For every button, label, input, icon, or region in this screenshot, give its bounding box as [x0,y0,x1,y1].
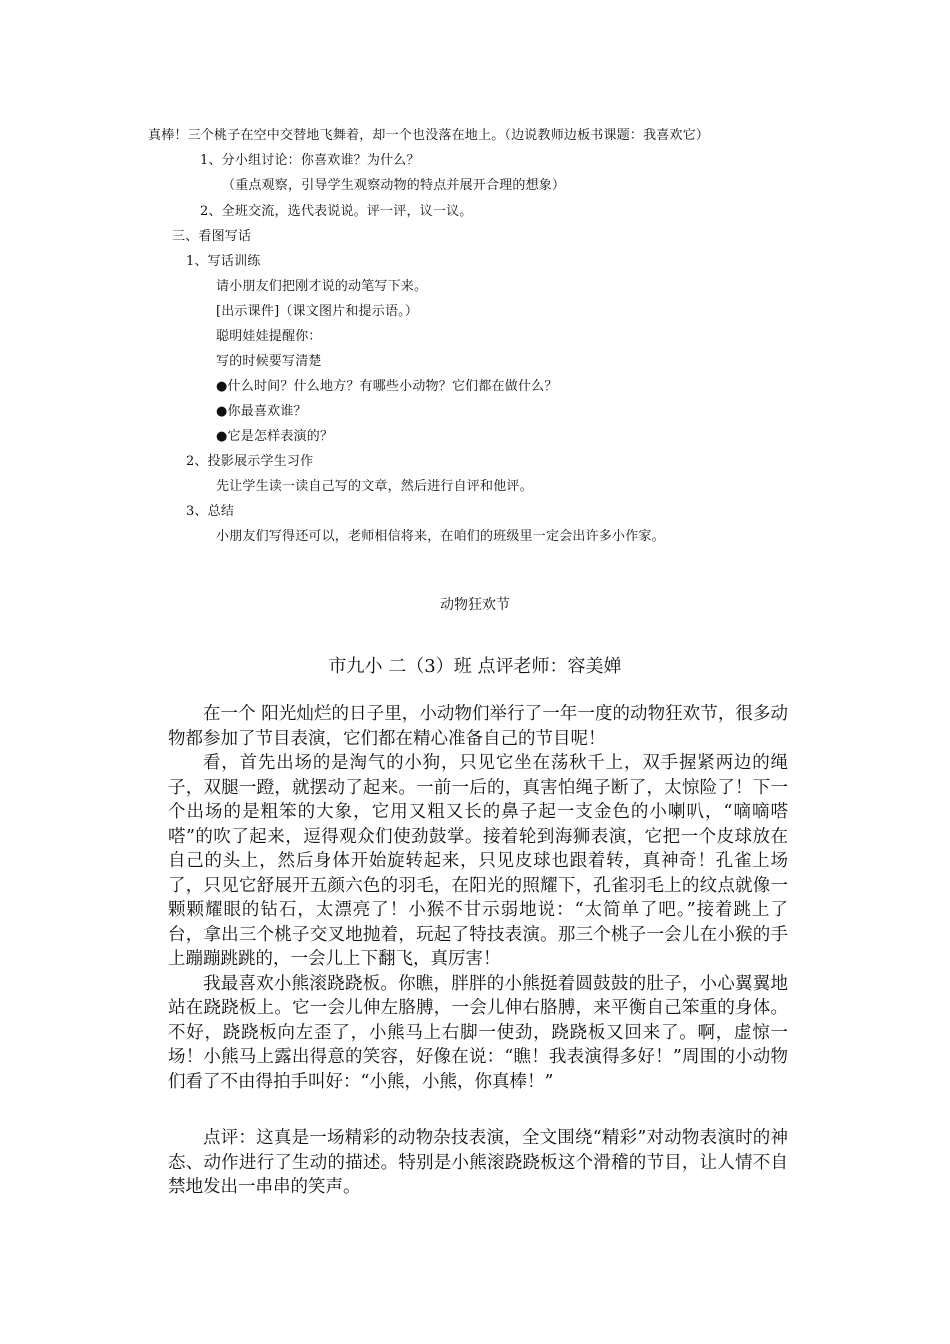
writing-item-3: 3、总结 [186,504,235,519]
lesson-step-1-note: （重点观察，引导学生观察动物的特点并展开合理的想象） [222,178,566,193]
essay-byline: 市九小 二（3）班 点评老师：容美婵 [328,656,622,677]
teacher-comment [168,1126,788,1200]
writing-item-1-c: 聪明娃娃提醒你： [216,329,322,344]
lesson-step-1: 1、分小组讨论：你喜欢谁？为什么？ [200,153,420,168]
prompt-bullet-1: ●什么时间？什么地方？有哪些小动物？它们都在做什么？ [216,379,558,394]
prompt-bullet-3: ●它是怎样表演的？ [216,429,334,444]
writing-item-1-b: [出示课件]（课文图片和提示语。） [216,304,419,319]
essay-title: 动物狂欢节 [440,597,510,613]
writing-item-2: 2、投影展示学生习作 [186,454,314,469]
prompt-bullet-2: ●你最喜欢谁？ [216,404,307,419]
writing-item-2-a: 先让学生读一读自己写的文章，然后进行自评和他评。 [216,479,533,494]
writing-item-1-a: 请小朋友们把刚才说的动笔写下来。 [216,279,428,294]
essay-paragraph-3: 我最喜欢小熊滚跷跷板。你瞧，胖胖的小熊挺着圆鼓鼓的肚子，小心翼翼地站在跷跷板上。它一会儿伸左胳膊，一会儿伸右胳膊，来平衡自己笨重的身体。不好，跷跷板向左歪了，小熊马上右脚一使劲，跷跷板又回来了。啊，虚惊一场！小熊马上露出得意的笑容，好像在说：“瞧！我表演得多好！”周围的小动物们看了不由得拍手叫好：“小熊，小熊，你真棒！” [168,973,788,1092]
writing-item-3-a: 小朋友们写得还可以，老师相信将来，在咱们的班级里一定会出许多小作家。 [216,529,665,544]
essay-paragraph-1: 在一个 阳光灿烂的日子里，小动物们举行了一年一度的动物狂欢节，很多动物都参加了节目表演，它们都在精心准备自己的节目呢！ [168,704,788,749]
lesson-intro-line: 真棒！三个桃子在空中交替地飞舞着，却一个也没落在地上。（边说教师边板书课题：我喜欢它） [148,128,710,143]
section-heading-3: 三、看图写话 [172,229,252,244]
teacher-comment-text: 点评：这真是一场精彩的动物杂技表演，全文围绕“精彩”对动物表演时的神态、动作进行了生动的描述。特别是小熊滚跷跷板这个滑稽的节目，让人情不自禁地发出一串串的笑声。 [168,1128,788,1197]
lesson-step-2: 2、全班交流，选代表说说。评一评，议一议。 [200,204,473,219]
essay-body [168,702,788,1094]
essay-paragraph-2: 看，首先出场的是淘气的小狗，只见它坐在荡秋千上，双手握紧两边的绳子，双腿一蹬，就摆动了起来。一前一后的，真害怕绳子断了，太惊险了！下一个出场的是粗笨的大象，它用又粗又长的鼻子起一支金色的小喇叭，“嘀嘀嗒嗒”的吹了起来，逗得观众们使劲鼓掌。接着轮到海狮表演，它把一个皮球放在自己的头上，然后身体开始旋转起来，只见皮球也跟着转，真神奇！孔雀上场了，只见它舒展开五颜六色的羽毛，在阳光的照耀下，孔雀羽毛上的纹点就像一颗颗耀眼的钻石，太漂亮了！小猴不甘示弱地说：“太简单了吧。”接着跳上了台，拿出三个桃子交叉地抛着，玩起了特技表演。那三个桃子一会儿在小猴的手上蹦蹦跳跳的，一会儿上下翻飞，真厉害！ [168,753,788,969]
writing-item-1-d: 写的时候要写清楚 [216,354,322,369]
writing-item-1: 1、写话训练 [186,254,261,269]
